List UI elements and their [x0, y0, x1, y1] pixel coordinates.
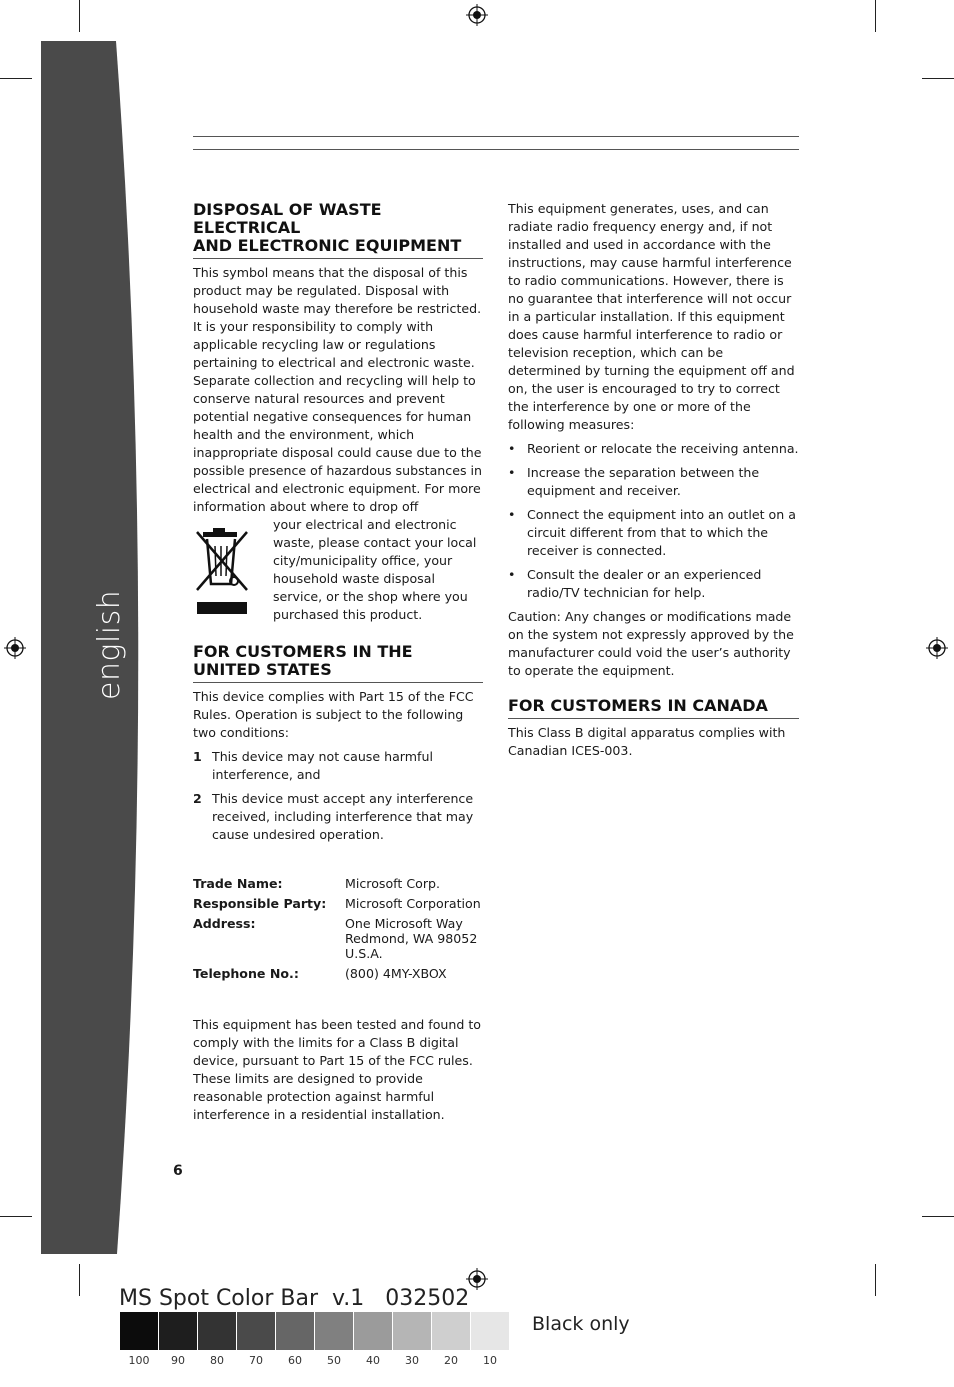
header-rule — [193, 136, 799, 137]
list-item: 1 This device may not cause harmful interference, and — [193, 749, 433, 782]
crop-mark — [875, 1264, 876, 1296]
section-rule — [193, 258, 483, 259]
color-swatch — [315, 1312, 353, 1350]
language-label: english — [92, 589, 127, 700]
color-swatch — [432, 1312, 470, 1350]
color-swatch — [237, 1312, 275, 1350]
canada-heading: FOR CUSTOMERS IN CANADA — [508, 696, 768, 715]
registration-mark-icon — [466, 1268, 488, 1290]
section-rule — [508, 718, 799, 719]
measures-list — [508, 440, 799, 602]
sidebar-band — [0, 0, 160, 1387]
color-swatch — [393, 1312, 431, 1350]
page-number: 6 — [173, 1163, 183, 1179]
swatch-label: 80 — [210, 1354, 224, 1367]
swatch-label: 100 — [128, 1354, 150, 1367]
swatch-label: 10 — [483, 1354, 497, 1367]
left-column — [193, 201, 483, 1124]
right-column — [508, 200, 799, 760]
interference-intro: This equipment generates, uses, and can radiate radio frequency energy and, if not installed and used in accordance with the instructions, may cause harmful interference to radio communications. However, there is no guarantee that interference will not occur in a particular installation. If this equipment does cause harmful interference to radio or television reception, which can be determined by turning the equipment off and on, the user is encouraged to try to correct the interference by one or more of the following measures: — [508, 201, 795, 432]
color-swatch — [159, 1312, 197, 1350]
disposal-body: This symbol means that the disposal of this product may be regulated. Disposal with household waste may therefore be restricted. It is your responsibility to comply with applicable recycling law or regulations pertaining to electrical and electronic waste. Separate collection and recycling will help to conserve natural resources and prevent potential negative consequences for human health and the environment, which inappropriate disposal could cause due to the possible presence of hazardous substances in electrical and electronic equipment. For more information about where to drop off — [193, 265, 482, 514]
weee-block — [193, 516, 483, 624]
table-row: Telephone No.: (800) 4MY-XBOX — [193, 966, 447, 981]
color-swatch — [198, 1312, 236, 1350]
swatch-label: 50 — [327, 1354, 341, 1367]
color-swatch — [120, 1312, 158, 1350]
us-intro: This device complies with Part 15 of the FCC Rules. Operation is subject to the following two conditions: — [193, 689, 474, 740]
swatch-label: 40 — [366, 1354, 380, 1367]
section-rule — [193, 682, 483, 683]
crop-mark — [922, 78, 954, 79]
list-item: • Reorient or relocate the receiving antenna. — [508, 440, 799, 458]
color-bar-title: MS Spot Color Bar v.1 032502 — [119, 1286, 470, 1311]
tested-text: This equipment has been tested and found to comply with the limits for a Class B digital device, pursuant to Part 15 of the FCC rules. These limits are designed to provide reasonable protection against harmful interference in a residential installation. — [193, 1017, 482, 1122]
list-item: • Connect the equipment into an outlet on a circuit different from that to which the receiver is connected. — [508, 506, 799, 560]
registration-mark-icon — [926, 637, 948, 659]
swatch-label: 90 — [171, 1354, 185, 1367]
table-row: Responsible Party: Microsoft Corporation — [193, 896, 481, 911]
color-swatch — [471, 1312, 509, 1350]
swatch-label: 70 — [249, 1354, 263, 1367]
crossed-bin-icon — [195, 524, 251, 616]
list-item: • Consult the dealer or an experienced radio/TV technician for help. — [508, 566, 799, 602]
color-swatch — [354, 1312, 392, 1350]
swatch-label: 60 — [288, 1354, 302, 1367]
header-rule — [193, 149, 799, 150]
canada-body: This Class B digital apparatus complies with Canadian ICES-003. — [508, 725, 786, 758]
contact-table — [193, 876, 483, 986]
list-item: • Increase the separation between the equipment and receiver. — [508, 464, 799, 500]
table-row: Address: One Microsoft Way Redmond, WA 98052 U.S.A. — [193, 916, 478, 961]
registration-mark-icon — [466, 4, 488, 26]
conditions-list — [193, 748, 483, 844]
swatch-label: 20 — [444, 1354, 458, 1367]
disposal-body-wrap: your electrical and electronic waste, please contact your local city/municipality office, your household waste disposal service, or the shop where you purchased this product. — [273, 517, 477, 622]
crop-mark — [875, 0, 876, 32]
list-item: 2 This device must accept any interference received, including interference that may cause undesired operation. — [193, 791, 474, 842]
color-bar-note: Black only — [532, 1313, 630, 1335]
swatch-label: 30 — [405, 1354, 419, 1367]
us-heading: FOR CUSTOMERS IN THE UNITED STATES — [193, 642, 413, 679]
crop-mark — [922, 1216, 954, 1217]
color-swatch — [276, 1312, 314, 1350]
caution-text: Caution: Any changes or modifications made on the system not expressly approved by the manufacturer could void the user’s authority to operate the equipment. — [508, 609, 794, 678]
disposal-heading: DISPOSAL OF WASTE ELECTRICAL AND ELECTRONIC EQUIPMENT — [193, 200, 462, 255]
table-row: Trade Name: Microsoft Corp. — [193, 876, 440, 891]
